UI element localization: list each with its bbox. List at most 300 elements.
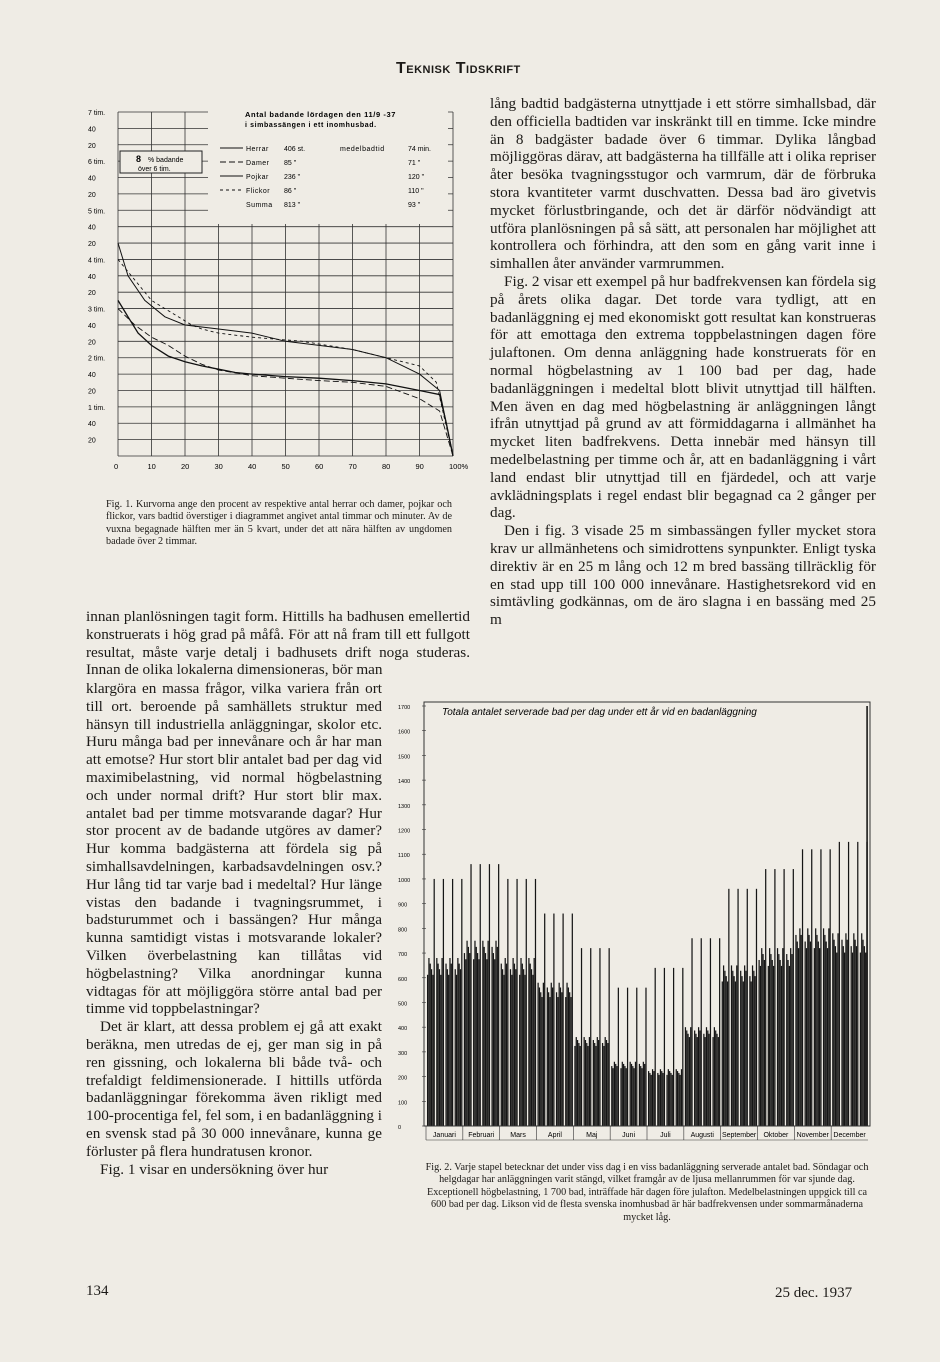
left-paragraph: Fig. 1 visar en undersökning över hur bbox=[100, 1160, 329, 1178]
fig2-bar bbox=[468, 947, 469, 1126]
fig2-bar bbox=[797, 942, 798, 1126]
fig2-bar bbox=[687, 1034, 688, 1126]
fig2-bar bbox=[505, 958, 506, 1126]
fig2-bar bbox=[836, 953, 837, 1126]
fig2-bar bbox=[606, 1040, 607, 1126]
fig2-bar bbox=[551, 983, 552, 1126]
fig2-bar bbox=[662, 1073, 663, 1126]
fig2-caption: Fig. 2. Varje stapel betecknar det under viss dag i en viss badanläggning serverade antalet bad. Söndagar och helgdagar har anläggningen varit stängd, vilket framgår av de ljusa mellanrummen för var sjunde dag. Exceptionell högbelastning, 1 700 bad, inträffade här dagen före julafton. Medelbelastningen uppgick till ca 600 bad per dag. Likson vid de flesta svenska inomhusbad är här badfrekvensen under sommarmånaderna mycket låg. bbox=[425, 1162, 869, 1223]
fig1-title-line1: Antal badande lördagen den 11/9 -37 bbox=[245, 110, 397, 119]
fig2-bar bbox=[833, 940, 834, 1126]
fig1-x-ticks bbox=[114, 462, 469, 471]
fig2-bar bbox=[701, 938, 702, 1126]
fig2-bar bbox=[864, 946, 865, 1126]
fig2-bar bbox=[690, 1027, 691, 1126]
fig2-bar bbox=[494, 959, 495, 1126]
fig2-bar bbox=[673, 968, 674, 1126]
fig2-bar bbox=[491, 947, 492, 1126]
fig2-bar bbox=[749, 976, 750, 1126]
fig1-x-tick: 30 bbox=[214, 462, 223, 471]
fig1-legend-label: Flickor bbox=[246, 188, 271, 195]
fig2-bar bbox=[526, 879, 527, 1126]
fig2-bar bbox=[498, 864, 499, 1126]
fig2-bar bbox=[556, 992, 557, 1126]
fig1-y-tick: 5 tim. bbox=[88, 208, 106, 216]
fig2-bar bbox=[459, 964, 460, 1126]
fig2-y-tick: 600 bbox=[398, 976, 408, 983]
fig2-bar bbox=[791, 954, 792, 1126]
fig2-bar bbox=[677, 1071, 678, 1126]
fig2-bar bbox=[431, 969, 432, 1126]
fig2-bar bbox=[639, 1064, 640, 1126]
fig2-month-label: December bbox=[833, 1132, 866, 1139]
fig2-bar bbox=[631, 1064, 632, 1126]
fig2-bar bbox=[862, 940, 863, 1126]
fig2-bar bbox=[735, 981, 736, 1126]
fig2-y-tick: 200 bbox=[398, 1075, 408, 1082]
fig2-bar bbox=[622, 1062, 623, 1126]
fig2-bar bbox=[516, 879, 517, 1126]
fig1-y-tick: 3 tim. bbox=[88, 306, 106, 314]
fig2-bar bbox=[634, 1068, 635, 1126]
fig2-bar bbox=[676, 1069, 677, 1126]
fig2-bar bbox=[543, 983, 544, 1126]
fig2-bar bbox=[653, 1071, 654, 1126]
fig2-bar bbox=[520, 958, 521, 1126]
fig2-bar bbox=[769, 948, 770, 1126]
fig2-y-tick: 1100 bbox=[398, 853, 410, 860]
fig2-bar bbox=[734, 976, 735, 1126]
fig2-bar bbox=[848, 842, 849, 1126]
fig2-bar bbox=[691, 938, 692, 1126]
fig2-bar bbox=[455, 969, 456, 1126]
fig2-bar bbox=[710, 938, 711, 1126]
fig2-bar bbox=[786, 954, 787, 1126]
fig2-bar bbox=[470, 864, 471, 1126]
fig2-bar bbox=[439, 969, 440, 1126]
fig2-title: Totala antalet serverade bad per dag under ett år vid en badanläggning bbox=[442, 707, 757, 718]
fig2-bar bbox=[695, 1034, 696, 1126]
fig2-bar bbox=[824, 935, 825, 1126]
fig2-bar bbox=[666, 1075, 667, 1126]
fig2-bar bbox=[436, 958, 437, 1126]
fig2-bar bbox=[514, 964, 515, 1126]
fig1-y-tick: 2 tim. bbox=[88, 355, 106, 363]
fig2-bar bbox=[741, 976, 742, 1126]
fig2-bar bbox=[452, 879, 453, 1126]
fig2-bar bbox=[495, 941, 496, 1126]
fig2-bar bbox=[756, 889, 757, 1126]
fig2-bar bbox=[574, 1046, 575, 1126]
fig2-bar bbox=[826, 942, 827, 1126]
fig2-bar bbox=[856, 946, 857, 1126]
fig2-bar bbox=[744, 965, 745, 1126]
fig2-bar bbox=[614, 1062, 615, 1126]
fig2-bar bbox=[664, 968, 665, 1126]
fig2-bar bbox=[860, 953, 861, 1126]
fig2-y-tick: 700 bbox=[398, 952, 408, 959]
fig2-bar bbox=[743, 981, 744, 1126]
left-paragraph: klargöra en massa frågor, vilka variera från ort till ort. beroende på samhällets struktur med hänsyn till industriella anläggningar, skolor etc. Huru många bad per innevånare och år har man att emotse? Hur stort blir antalet bad per dag vid maximibelastning, vid normal högbelastning och under normal drift? Hur stort blir max. antalet bad per timme motsvarande dagar? Hur stor procent av de badande utgöres av damer? Hur komma badgästerna att fördela sig på simhallsavdelningen, karbadsavdelningen osv.? Hur lång tid tar varje bad i medeltal? Hur länge vistas den badande i tvagningsrummet, i badsturummet och i bassängen? Hur många kunna samtidigt vistas i motsvarande lokaler? Vilken överbelastning kan tillåtas vid högbelastning? Vilka anordningar kunna vidtagas för att möjliggöra större antal bad per timme vid toppbelastningar? bbox=[86, 680, 382, 1018]
fig1-y-tick: 20 bbox=[88, 191, 96, 199]
fig2-bar bbox=[737, 889, 738, 1126]
fig2-bar bbox=[680, 1075, 681, 1126]
fig1-y-tick: 20 bbox=[88, 290, 96, 298]
fig1-legend-count: 813 " bbox=[284, 202, 301, 209]
fig2-bar bbox=[544, 914, 545, 1126]
fig2-bar bbox=[745, 971, 746, 1126]
fig2-y-tick: 900 bbox=[398, 902, 408, 909]
fig2-bar bbox=[672, 1075, 673, 1126]
fig2-bar bbox=[853, 933, 854, 1126]
fig2-bar bbox=[547, 987, 548, 1126]
fig1-x-tick: 0 bbox=[114, 462, 119, 471]
fig2-bar bbox=[657, 1073, 658, 1126]
fig2-y-tick: 1400 bbox=[398, 779, 411, 786]
fig2-bar bbox=[801, 935, 802, 1126]
fig2-bar bbox=[586, 1043, 587, 1126]
fig2-bar bbox=[852, 953, 853, 1126]
fig2-bar bbox=[623, 1064, 624, 1126]
fig2-bar bbox=[770, 954, 771, 1126]
fig2-bar bbox=[480, 864, 481, 1126]
fig2-bar bbox=[603, 1046, 604, 1126]
fig2-bar bbox=[510, 969, 511, 1126]
fig2-bar bbox=[718, 1037, 719, 1126]
fig2-y-tick: 1600 bbox=[398, 729, 411, 736]
fig2-bar bbox=[645, 988, 646, 1126]
fig2-bar bbox=[773, 966, 774, 1126]
fig2-bar bbox=[649, 1073, 650, 1126]
fig2-bar bbox=[593, 1040, 594, 1126]
fig2-bar bbox=[837, 933, 838, 1126]
fig1-legend-count: 236 " bbox=[284, 174, 301, 181]
fig2-bar bbox=[584, 1037, 585, 1126]
fig1-caption: Fig. 1. Kurvorna ange den procent av respektive antal herrar och damer, pojkar och flickor, vars badtid överstiger i diagrammet angivet antal timmar och minuter. Av de vuxna begagnade hälften mer än 5 kvart, under det att nära hälften av ungdomen badade över 2 timmar. bbox=[106, 499, 452, 548]
fig2-bar bbox=[641, 1068, 642, 1126]
fig2-bar bbox=[473, 959, 474, 1126]
fig1-legend-label: Pojkar bbox=[246, 174, 269, 181]
fig2-bar bbox=[787, 960, 788, 1126]
fig2-bar bbox=[828, 928, 829, 1126]
fig2-bar bbox=[670, 1073, 671, 1126]
left-wide-paragraph: innan planlösningen tagit form. Hittills ha badhusen emellertid konstruerats i hög grad på måfå. För att nå fram till ett fullgott resultat, måste varje detalj i badhusets drift noga studeras. Innan de olika lokalerna dimensioneras, bör man bbox=[86, 608, 470, 679]
fig2-bar bbox=[427, 975, 428, 1126]
fig2-bar bbox=[464, 953, 465, 1126]
fig2-bar bbox=[827, 948, 828, 1126]
right-paragraph: Fig. 2 visar ett exempel på hur badfrekvensen kan fördela sig på årets olika dagar. Det torde vara tydligt, att en badanläggning ej med ekonomiskt gott resultat kan konstrueras för att emottaga den extrema toppbelastningen dagen före julaftonen. Om denna anläggning hade konstruerats för en normal högbelastning av 1 100 bad per dag, hade badanläggningen i medeltal blott blivit utnyttjad till hälften. Men även en dag med högbelastning är anläggningen långt ifrån utnyttjad på grund av att förmiddagarna i allmänhet ha mycket liten badfrekvens. Detta innebär med hänsyn till medelbelastning per timme och år, att en badanläggning i vårt land endast blir utnyttjad till en fjärdedel, och att varje avklädningsplats i regel endast blir begagnad ca 2 gånger per dag. bbox=[490, 272, 876, 522]
fig2-bar bbox=[706, 1027, 707, 1126]
fig2-month-label: Oktober bbox=[763, 1132, 789, 1139]
fig2-bar bbox=[660, 1069, 661, 1126]
fig2-bar bbox=[506, 964, 507, 1126]
journal-header: Teknisk Tidskrift bbox=[396, 60, 521, 77]
fig2-bar bbox=[793, 869, 794, 1126]
fig2-bar bbox=[502, 969, 503, 1126]
fig2-bar bbox=[482, 941, 483, 1126]
fig1-legend-count: 406 st. bbox=[284, 146, 306, 153]
fig2-bar bbox=[430, 964, 431, 1126]
fig2-bar bbox=[799, 928, 800, 1126]
fig2-bar bbox=[823, 928, 824, 1126]
right-paragraph: lång badtid badgästerna utnyttjade i ett större simhallsbad, där den officiella badtiden var inskränkt till en timme. Icke mindre än 8 badgäster badade över 6 timmar. Dylika långbad möjliggöras därav, att badgästerna ha tillfälle att i olika repriser åter besöka tvagningsstugor och varmrum, där de förbruka stora kvantiteter varmt duschvatten. Dessa bad äro givetvis mycket förlustbringande, och det är därför nödvändigt att utföra planlösningen på så sätt, att personalen har möjlighet att kontrollera och förhindra, att den som en gång varit inne i simhallen åter använder varmrummen. bbox=[490, 95, 876, 273]
fig2-bar bbox=[466, 941, 467, 1126]
fig1-x-tick: 20 bbox=[181, 462, 190, 471]
fig2-bar bbox=[723, 965, 724, 1126]
fig2-bar bbox=[808, 935, 809, 1126]
fig2-y-tick: 800 bbox=[398, 927, 408, 934]
fig2-bar bbox=[476, 947, 477, 1126]
fig2-bar bbox=[576, 1037, 577, 1126]
fig2-month-label: Juli bbox=[660, 1132, 671, 1139]
fig2-bar bbox=[611, 1066, 612, 1126]
fig2-bar bbox=[755, 976, 756, 1126]
fig1-title-line2: i simbassängen i ett inomhusbad. bbox=[245, 122, 377, 129]
fig1-box-label2: över 6 tim. bbox=[138, 166, 171, 173]
fig2-bar bbox=[747, 889, 748, 1126]
fig2-bar bbox=[659, 1075, 660, 1126]
fig2-bar bbox=[732, 971, 733, 1126]
fig2-bar bbox=[456, 975, 457, 1126]
fig2-bar bbox=[818, 942, 819, 1126]
fig2-bar bbox=[685, 1027, 686, 1126]
fig1-y-tick: 1 tim. bbox=[88, 404, 106, 412]
fig2-bar bbox=[719, 938, 720, 1126]
fig2-bar bbox=[460, 969, 461, 1126]
fig2-bar bbox=[599, 948, 600, 1126]
fig2-bar bbox=[585, 1040, 586, 1126]
fig2-bar bbox=[587, 1046, 588, 1126]
fig1-x-tick: 10 bbox=[147, 462, 156, 471]
fig2-bar bbox=[636, 988, 637, 1126]
fig2-bar bbox=[602, 1043, 603, 1126]
fig1-legend-head: medelbadtid bbox=[340, 146, 385, 153]
fig2-y-tick: 0 bbox=[398, 1125, 402, 1131]
fig2-month-label: April bbox=[547, 1132, 562, 1139]
fig2-bar bbox=[605, 1037, 606, 1126]
fig2-bar bbox=[762, 954, 763, 1126]
fig1-x-tick: 90 bbox=[415, 462, 424, 471]
right-paragraph: Den i fig. 3 visade 25 m simbassängen fyller mycket stora krav ur allmänhetens och simidrottens synpunkter. Enligt tyska direktiv är en 25 m lång och 12 m bred bassäng tillräcklig för en stad upp till 100 000 innevånare. Hastighetsrekord vid en simtävling godkännas, om de äro slagna i en bassäng med 25 m bbox=[490, 522, 876, 629]
fig2-bar bbox=[774, 869, 775, 1126]
fig2-bar bbox=[528, 958, 529, 1126]
fig2-bar bbox=[432, 975, 433, 1126]
fig2-bar bbox=[559, 983, 560, 1126]
fig1-legend-time: 71 " bbox=[408, 160, 421, 167]
fig2-bar bbox=[580, 1046, 581, 1126]
fig2-bar bbox=[562, 914, 563, 1126]
fig2-bar bbox=[820, 849, 821, 1126]
fig2-bar bbox=[847, 940, 848, 1126]
fig2-bar bbox=[668, 1069, 669, 1126]
issue-date: 25 dec. 1937 bbox=[775, 1285, 853, 1301]
fig1-y-tick: 40 bbox=[88, 175, 96, 183]
fig1-box-value: 8 bbox=[136, 154, 142, 164]
fig2-bar bbox=[806, 948, 807, 1126]
fig2-y-ticks bbox=[398, 705, 426, 1131]
fig2-bar bbox=[682, 968, 683, 1126]
fig2-bar bbox=[731, 965, 732, 1126]
fig2-bar bbox=[497, 947, 498, 1126]
fig2-bar bbox=[532, 975, 533, 1126]
fig2-bar bbox=[736, 965, 737, 1126]
fig2-bar bbox=[538, 983, 539, 1126]
fig2-bar bbox=[715, 1030, 716, 1126]
fig1-y-tick: 40 bbox=[88, 372, 96, 380]
fig2-bar bbox=[816, 935, 817, 1126]
fig2-bar bbox=[790, 948, 791, 1126]
fig2-bar bbox=[707, 1030, 708, 1126]
fig1-legend-count: 86 " bbox=[284, 188, 297, 195]
fig2-bar bbox=[752, 965, 753, 1126]
fig2-bar bbox=[830, 849, 831, 1126]
fig2-bar bbox=[540, 992, 541, 1126]
fig2-bar bbox=[597, 1037, 598, 1126]
fig2-bar bbox=[513, 958, 514, 1126]
fig2-bar bbox=[726, 976, 727, 1126]
fig2-bar bbox=[805, 942, 806, 1126]
fig2-bar bbox=[609, 948, 610, 1126]
fig2-y-tick: 400 bbox=[398, 1026, 408, 1033]
fig2-bar bbox=[802, 849, 803, 1126]
fig2-bar bbox=[714, 1027, 715, 1126]
fig2-bar bbox=[841, 940, 842, 1126]
fig2-bar bbox=[618, 988, 619, 1126]
fig2-bar bbox=[607, 1043, 608, 1126]
fig2-month-label: Mars bbox=[510, 1132, 526, 1139]
fig1-legend-time: 93 " bbox=[408, 202, 421, 209]
fig2-bar-max bbox=[866, 706, 867, 1126]
fig2-bar bbox=[441, 958, 442, 1126]
fig2-bar bbox=[811, 849, 812, 1126]
fig2-bar bbox=[578, 1043, 579, 1126]
fig1-legend-label: Herrar bbox=[246, 146, 269, 153]
fig2-bar bbox=[778, 954, 779, 1126]
fig2-bar bbox=[810, 942, 811, 1126]
fig2-bar bbox=[445, 964, 446, 1126]
fig2-month-label: Augusti bbox=[690, 1132, 714, 1139]
fig2-bar bbox=[541, 997, 542, 1126]
fig1-x-tick: 40 bbox=[248, 462, 257, 471]
left-wide-text bbox=[86, 608, 470, 679]
fig2-bar bbox=[449, 958, 450, 1126]
fig2-bar bbox=[440, 975, 441, 1126]
fig2-bar bbox=[740, 971, 741, 1126]
fig2-bar bbox=[669, 1071, 670, 1126]
fig2-bar bbox=[635, 1062, 636, 1126]
fig2-y-tick: 1500 bbox=[398, 754, 411, 761]
fig1-y-tick: 20 bbox=[88, 388, 96, 396]
fig2-bar bbox=[493, 953, 494, 1126]
fig2-bar bbox=[678, 1073, 679, 1126]
fig1-y-tick: 40 bbox=[88, 224, 96, 232]
fig2-month-label: Juni bbox=[622, 1132, 636, 1139]
fig2-bar bbox=[560, 987, 561, 1126]
fig2-bar bbox=[851, 946, 852, 1126]
fig1-y-tick: 40 bbox=[88, 322, 96, 330]
fig2-bar bbox=[839, 842, 840, 1126]
fig2-bar bbox=[598, 1040, 599, 1126]
fig1-x-tick: 100% bbox=[449, 462, 469, 471]
fig2-bar bbox=[488, 941, 489, 1126]
fig2-bar bbox=[865, 953, 866, 1126]
fig1-legend-count: 85 " bbox=[284, 160, 297, 167]
fig2-bar bbox=[832, 933, 833, 1126]
fig2-bar bbox=[765, 869, 766, 1126]
fig2-bar bbox=[438, 964, 439, 1126]
fig2-bar bbox=[815, 928, 816, 1126]
fig2-month-label: Februari bbox=[468, 1132, 495, 1139]
fig2-bar bbox=[855, 940, 856, 1126]
fig2-bars bbox=[427, 706, 868, 1126]
fig2-bar bbox=[503, 975, 504, 1126]
fig1-y-tick: 40 bbox=[88, 273, 96, 281]
left-paragraph: Det är klart, att dessa problem ej gå att exakt beräkna, men utredas de ej, ger man sig in på ren gissning, och lokalerna bli både två- och trefaldigt feldimensionerade. I hittills utförda badanläggningar förekomma även rikligt med 100-procentiga fel, fel som, i en badanläggning i en svensk stad på 30 000 innevånare, kunna ge förluster på flera hundratusen kronor. bbox=[86, 1018, 382, 1160]
fig1-x-tick: 50 bbox=[281, 462, 290, 471]
fig1-y-ticks bbox=[88, 110, 105, 445]
fig1-y-tick: 20 bbox=[88, 142, 96, 150]
fig2-bar bbox=[539, 987, 540, 1126]
fig2-bar bbox=[703, 1034, 704, 1126]
fig2-bar bbox=[443, 879, 444, 1126]
fig2-bar bbox=[569, 992, 570, 1126]
fig2-y-tick: 1000 bbox=[398, 877, 411, 884]
fig2-bar bbox=[857, 842, 858, 1126]
fig2-bar bbox=[485, 953, 486, 1126]
fig2-bar bbox=[751, 981, 752, 1126]
fig2-bar bbox=[845, 933, 846, 1126]
fig2-bar bbox=[572, 914, 573, 1126]
fig1-y-tick: 20 bbox=[88, 241, 96, 249]
fig2-bar bbox=[761, 948, 762, 1126]
fig2-bar bbox=[590, 948, 591, 1126]
fig2-bar bbox=[507, 879, 508, 1126]
fig2-y-tick: 1700 bbox=[398, 705, 411, 711]
fig2-bar bbox=[814, 948, 815, 1126]
fig2-bar bbox=[489, 864, 490, 1126]
fig2-bar bbox=[624, 1066, 625, 1126]
fig2-bar bbox=[643, 1062, 644, 1126]
fig1-x-tick: 70 bbox=[348, 462, 357, 471]
fig2-bar bbox=[661, 1071, 662, 1126]
fig2-month-labels bbox=[426, 1126, 868, 1140]
fig2-bar bbox=[457, 958, 458, 1126]
left-narrow-column bbox=[86, 680, 382, 1178]
fig2-bar bbox=[627, 988, 628, 1126]
fig2-bar bbox=[697, 1037, 698, 1126]
fig2-bar bbox=[844, 953, 845, 1126]
fig2-bar bbox=[535, 879, 536, 1126]
fig1-chart bbox=[80, 96, 490, 496]
fig2-chart bbox=[394, 696, 884, 1146]
fig2-bar bbox=[843, 946, 844, 1126]
fig2-bar bbox=[686, 1030, 687, 1126]
fig2-month-label: Maj bbox=[586, 1132, 598, 1139]
fig2-bar bbox=[511, 975, 512, 1126]
fig2-bar bbox=[681, 1069, 682, 1126]
fig1-y-tick: 7 tim. bbox=[88, 110, 106, 117]
fig2-month-label: September bbox=[721, 1132, 757, 1139]
fig1-x-tick: 60 bbox=[315, 462, 324, 471]
fig2-bar bbox=[434, 879, 435, 1126]
fig2-bar bbox=[648, 1071, 649, 1126]
fig2-bar bbox=[819, 948, 820, 1126]
fig2-y-tick: 100 bbox=[398, 1100, 408, 1107]
fig2-bar bbox=[764, 960, 765, 1126]
fig2-bar bbox=[477, 953, 478, 1126]
fig2-bar bbox=[807, 928, 808, 1126]
fig2-bar bbox=[772, 960, 773, 1126]
